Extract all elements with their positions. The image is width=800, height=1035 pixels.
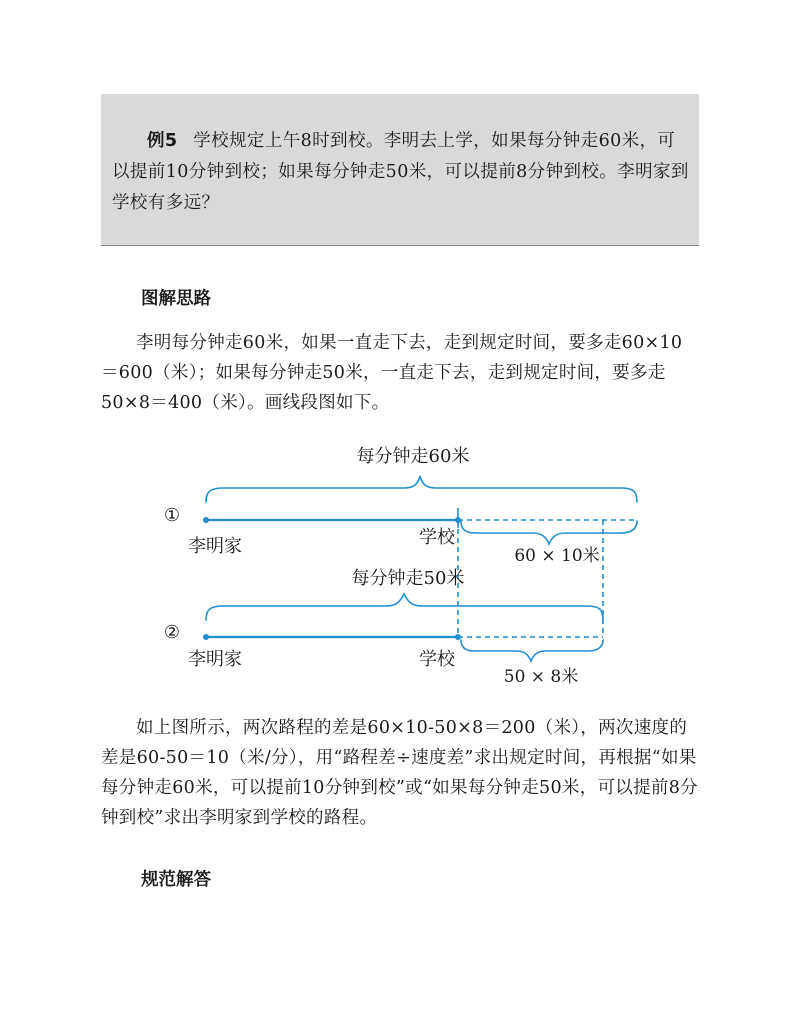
line2-marker: ② [163, 622, 181, 643]
line1-school-label: 学校 [419, 527, 455, 548]
point-line1-home [203, 517, 209, 523]
line1-marker: ① [163, 505, 181, 526]
line2-extra-label: 50 × 8米 [503, 667, 579, 687]
solution-heading: 规范解答 [141, 870, 211, 890]
point-line1-school [455, 517, 461, 523]
example-label: 例5 [147, 131, 178, 151]
brace-line1-extra [461, 521, 637, 544]
line1-start-label: 李明家 [188, 536, 242, 557]
point-line2-home [203, 634, 209, 640]
analysis-paragraph-1: 李明每分钟走60米，如果一直走下去，走到规定时间，要多走60×10＝600（米）；如果每分钟走50米，一直走下去，走到规定时间，要多走50×8＝400（米）。画线段图如下。 [101, 333, 683, 413]
point-line2-school [455, 634, 461, 640]
line2-brace-label: 每分钟走50米 [351, 568, 465, 589]
analysis-heading: 图解思路 [141, 289, 211, 309]
line1-extra-label: 60 × 10米 [514, 546, 600, 566]
line2-school-label: 学校 [419, 649, 455, 670]
line1-brace-label: 每分钟走60米 [356, 446, 470, 467]
analysis-paragraph-2: 如上图所示，两次路程的差是60×10-50×8＝200（米），两次速度的差是60-50＝10（米/分），用“路程差÷速度差”求出规定时间，再根据“如果每分钟走60米，可以提前10分钟到校”或“如果每分钟走50米，可以提前8分钟到校”求出李明家到学校的路程。 [101, 718, 698, 828]
line2-start-label: 李明家 [188, 649, 242, 670]
brace-line1-total [206, 476, 637, 502]
brace-line2-total [206, 594, 603, 620]
example-text: 学校规定上午8时到校。李明去上学，如果每分钟走60米，可以提前10分钟到校；如果每分钟走50米，可以提前8分钟到校。李明家到学校有多远？ [112, 131, 689, 213]
brace-line2-extra [461, 640, 603, 661]
